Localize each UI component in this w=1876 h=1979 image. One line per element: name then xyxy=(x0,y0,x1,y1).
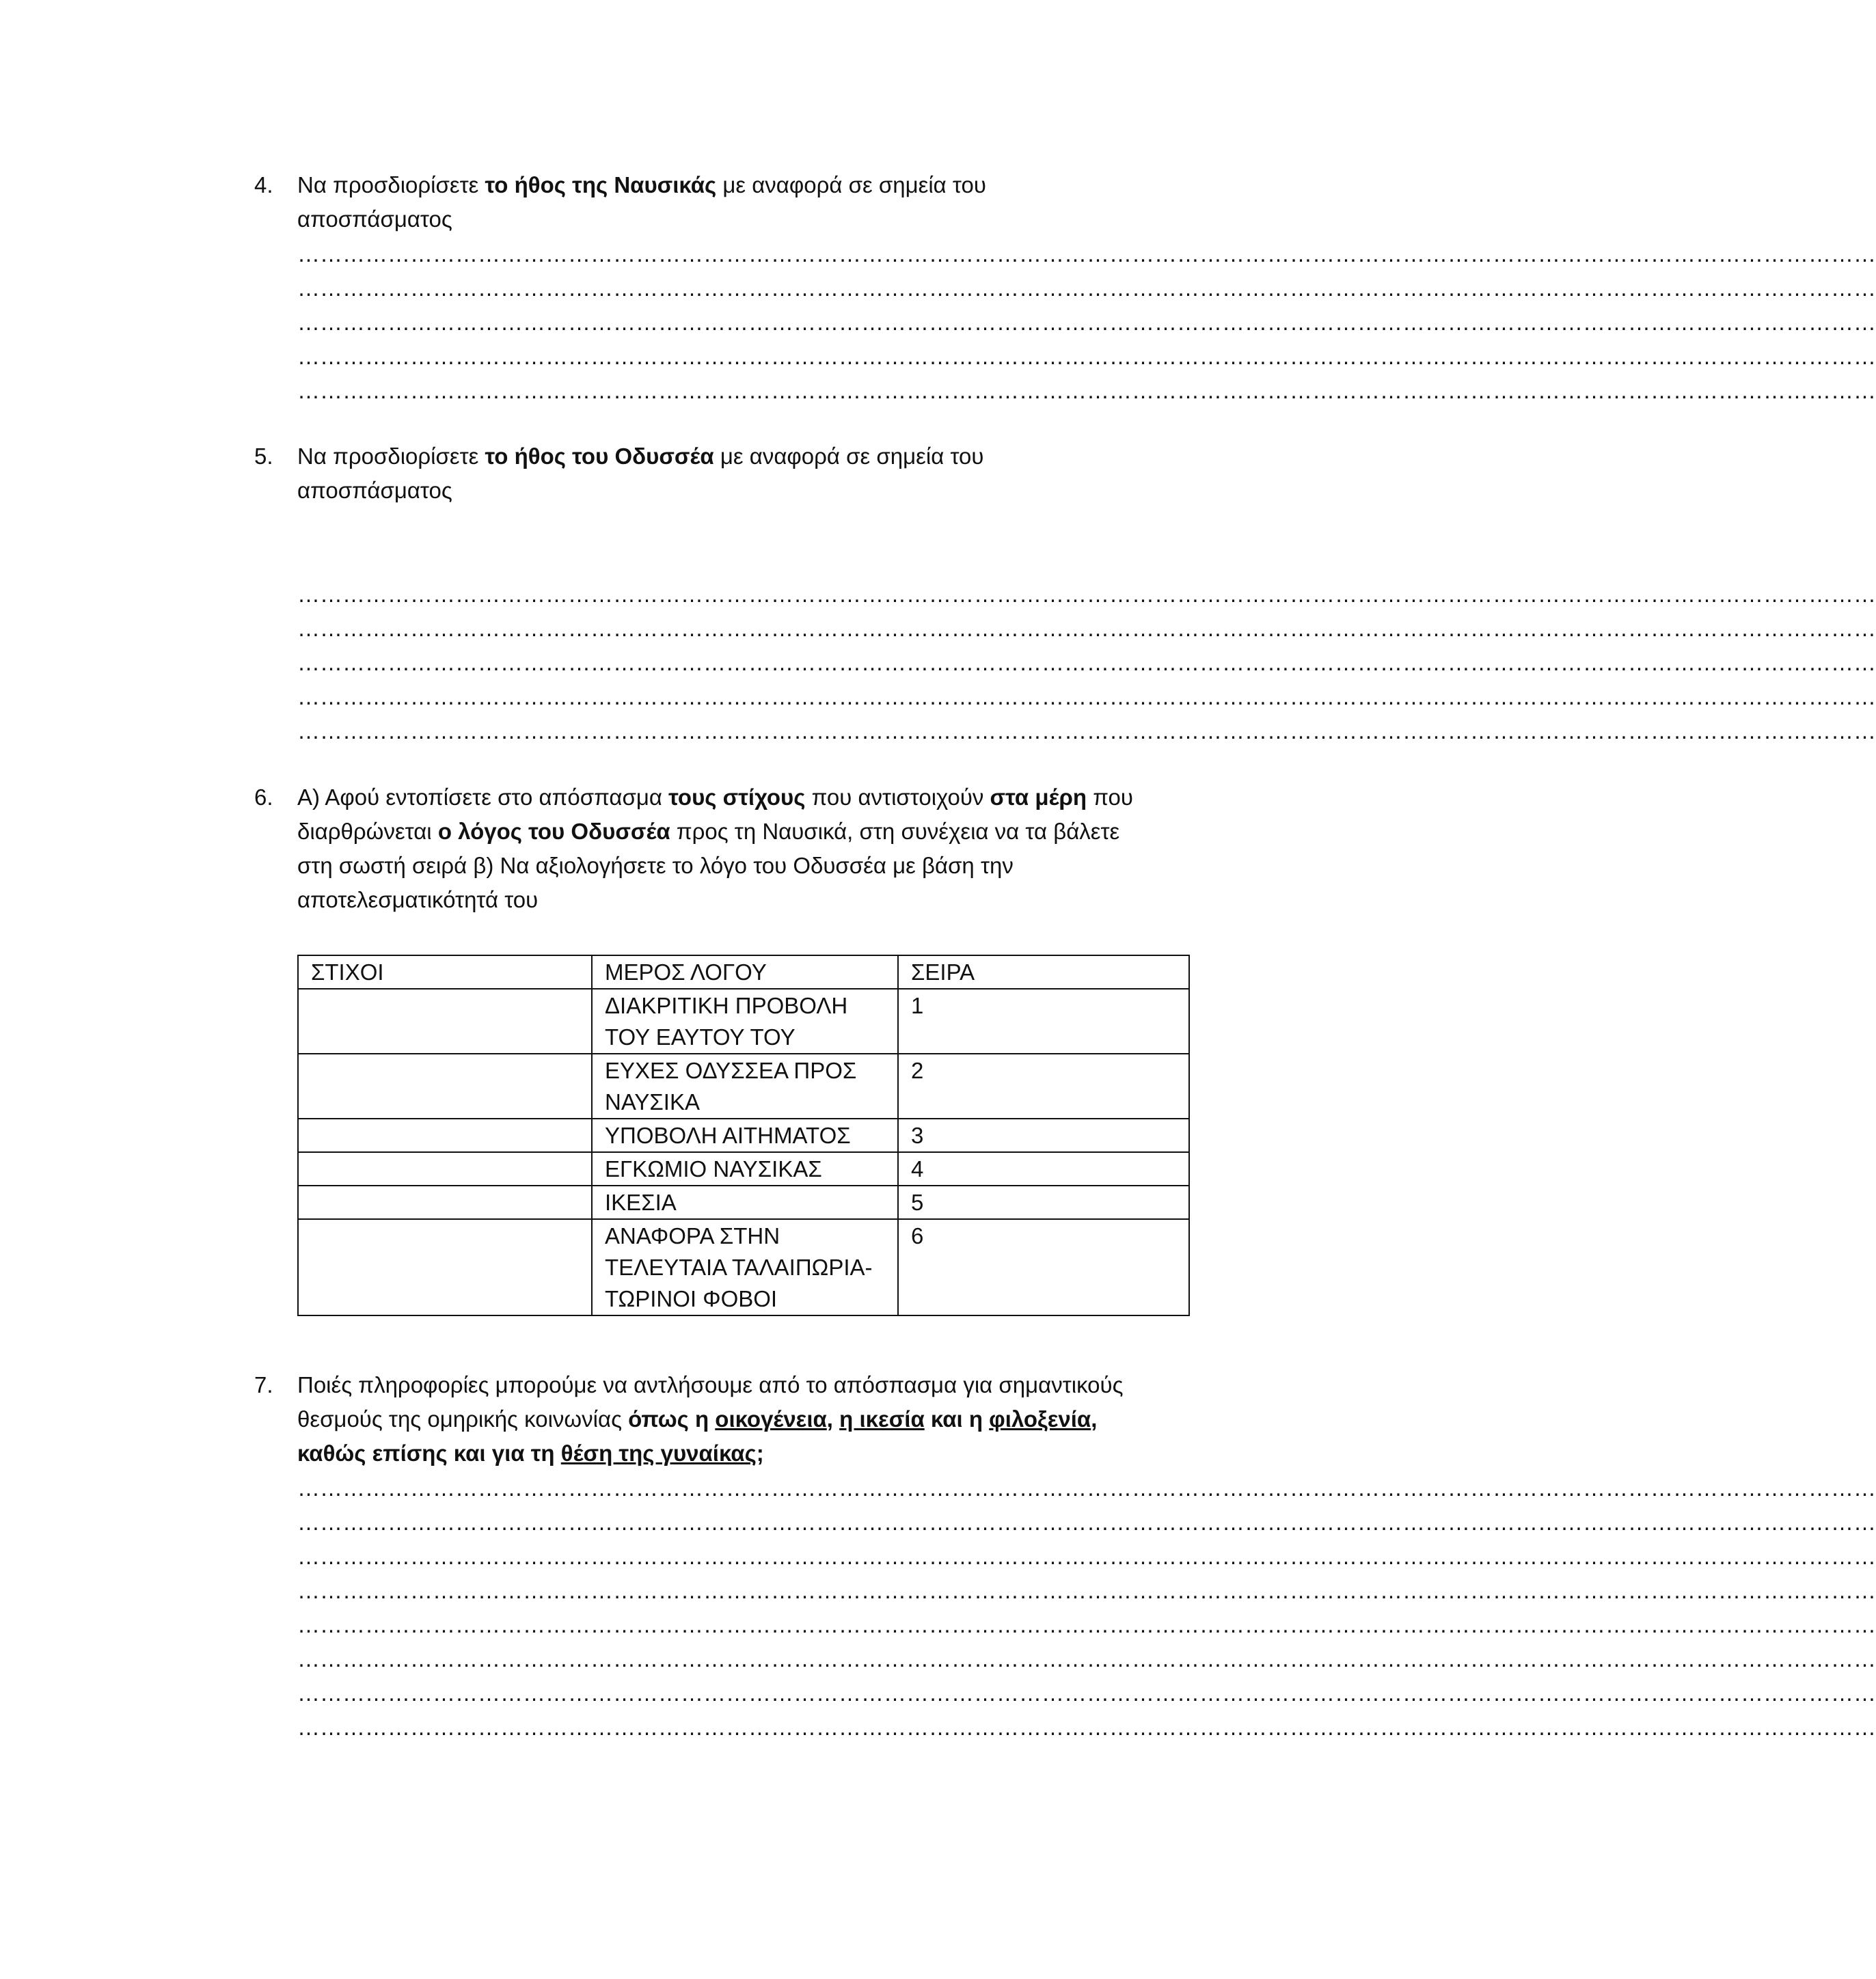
answer-line[interactable]: ………………………………………………………………………………………………………………………………………………………………………………………… xyxy=(297,1612,1876,1637)
meros-logou-cell: ΑΝΑΦΟΡΑ ΣΤΗΝ ΤΕΛΕΥΤΑΙΑ ΤΑΛΑΙΠΩΡΙΑ- ΤΩΡΙΝΟΙ ΦΟΒΟΙ xyxy=(592,1219,898,1315)
seira-cell: 6 xyxy=(898,1219,1189,1315)
answer-line[interactable]: ………………………………………………………………………………………………………………………………………………………………………………………… xyxy=(297,650,1876,675)
answer-line[interactable]: ………………………………………………………………………………………………………………………………………………………………………………………… xyxy=(297,1510,1876,1535)
stixoi-cell[interactable] xyxy=(298,1186,592,1219)
meros-logou-cell: ΙΚΕΣΙΑ xyxy=(592,1186,898,1219)
stixoi-cell[interactable] xyxy=(298,1152,592,1186)
seira-cell: 3 xyxy=(898,1119,1189,1152)
table-row xyxy=(298,1152,1189,1186)
answer-line[interactable]: ………………………………………………………………………………………………………………………………………………………………………………………… xyxy=(297,582,1876,607)
emphasis: στα μέρη xyxy=(990,784,1087,810)
table-row xyxy=(298,1054,1189,1119)
meros-logou-cell: ΕΓΚΩΜΙΟ ΝΑΥΣΙΚΑΣ xyxy=(592,1152,898,1186)
speech-parts-table xyxy=(297,955,1190,1316)
answer-line[interactable]: ………………………………………………………………………………………………………………………………………………………………………………………… xyxy=(297,1646,1876,1671)
stixoi-cell[interactable] xyxy=(298,1119,592,1152)
answer-line[interactable]: ………………………………………………………………………………………………………………………………………………………………………………………… xyxy=(297,1715,1876,1740)
question-5 xyxy=(254,439,1197,508)
emphasis-underlined: φιλοξενία xyxy=(989,1406,1091,1432)
question-text: Α) Αφού εντοπίσετε στο απόσπασμα τους στίχους που αντιστοιχούν στα μέρη που διαρθρώνεται ο λόγος του Οδυσσέα προς τη Ναυσικά, στη συνέχεια να τα βάλετε στη σωστή σειρά β) Να αξιολογήσετε το λόγο του Οδυσσέα με βάση την αποτελεσματικότητά του xyxy=(297,784,1133,912)
answer-line[interactable]: ………………………………………………………………………………………………………………………………………………………………………………………… xyxy=(297,378,1876,403)
meros-logou-cell: ΔΙΑΚΡΙΤΙΚΗ ΠΡΟΒΟΛΗ ΤΟΥ ΕΑΥΤΟΥ ΤΟΥ xyxy=(592,989,898,1054)
question-number: 4. xyxy=(254,172,273,197)
answer-line[interactable]: ………………………………………………………………………………………………………………………………………………………………………………………… xyxy=(297,241,1876,267)
answer-line[interactable]: ………………………………………………………………………………………………………………………………………………………………………………………… xyxy=(297,718,1876,743)
answer-line[interactable]: ………………………………………………………………………………………………………………………………………………………………………………………… xyxy=(297,616,1876,641)
question-number: 6. xyxy=(254,784,273,810)
emphasis: τους στίχους xyxy=(668,784,806,810)
answer-line[interactable]: ………………………………………………………………………………………………………………………………………………………………………………………… xyxy=(297,344,1876,369)
emphasis-underlined: η ικεσία xyxy=(839,1406,925,1432)
meros-logou-cell: ΥΠΟΒΟΛΗ ΑΙΤΗΜΑΤΟΣ xyxy=(592,1119,898,1152)
emphasis-underlined: οικογένεια xyxy=(715,1406,827,1432)
emphasis: καθώς επίσης και για τη xyxy=(297,1441,561,1466)
seira-cell: 1 xyxy=(898,989,1189,1054)
answer-line[interactable]: ………………………………………………………………………………………………………………………………………………………………………………………… xyxy=(297,1544,1876,1569)
table-header-row xyxy=(298,955,1189,989)
answer-line[interactable]: ………………………………………………………………………………………………………………………………………………………………………………………… xyxy=(297,1475,1876,1501)
seira-cell: 5 xyxy=(898,1186,1189,1219)
seira-cell: 2 xyxy=(898,1054,1189,1119)
header-stixoi: ΣΤΙΧΟΙ xyxy=(298,955,592,989)
question-4 xyxy=(254,168,1197,236)
question-number: 5. xyxy=(254,443,273,469)
answer-line[interactable]: ………………………………………………………………………………………………………………………………………………………………………………………… xyxy=(297,275,1876,301)
table-row xyxy=(298,1219,1189,1315)
answer-line[interactable]: ………………………………………………………………………………………………………………………………………………………………………………………… xyxy=(297,1578,1876,1603)
stixoi-cell[interactable] xyxy=(298,989,592,1054)
table-row xyxy=(298,1186,1189,1219)
emphasis: όπως η xyxy=(628,1406,716,1432)
answer-line[interactable]: ………………………………………………………………………………………………………………………………………………………………………………………… xyxy=(297,684,1876,709)
question-6 xyxy=(254,780,1197,917)
table-row xyxy=(298,989,1189,1054)
emphasis: το ήθος του Οδυσσέα xyxy=(485,443,714,469)
meros-logou-cell: ΕΥΧΕΣ ΟΔΥΣΣΕΑ ΠΡΟΣ ΝΑΥΣΙΚΑ xyxy=(592,1054,898,1119)
header-meros-logou: ΜΕΡΟΣ ΛΟΓΟΥ xyxy=(592,955,898,989)
question-text: Ποιές πληροφορίες μπορούμε να αντλήσουμε από το απόσπασμα για σημαντικούς θεσμούς της ομηρικής κοινωνίας όπως η οικογένεια, η ικεσία και η φιλοξενία, καθώς επίσης και για τη θέση της γυναίκας; xyxy=(297,1372,1124,1466)
table-row xyxy=(298,1119,1189,1152)
question-number: 7. xyxy=(254,1372,273,1397)
emphasis: ο λόγος του Οδυσσέα xyxy=(437,819,670,844)
emphasis-underlined: θέση της γυναίκας xyxy=(560,1441,757,1466)
emphasis: το ήθος της Ναυσικάς xyxy=(485,172,717,197)
stixoi-cell[interactable] xyxy=(298,1054,592,1119)
stixoi-cell[interactable] xyxy=(298,1219,592,1315)
question-7 xyxy=(254,1368,1197,1471)
seira-cell: 4 xyxy=(898,1152,1189,1186)
answer-line[interactable]: ………………………………………………………………………………………………………………………………………………………………………………………… xyxy=(297,310,1876,335)
question-text: Να προσδιορίσετε το ήθος του Οδυσσέα με αναφορά σε σημεία του αποσπάσματος xyxy=(297,443,984,503)
answer-line[interactable]: ………………………………………………………………………………………………………………………………………………………………………………………… xyxy=(297,1680,1876,1706)
header-seira: ΣΕΙΡΑ xyxy=(898,955,1189,989)
question-text: Να προσδιορίσετε το ήθος της Ναυσικάς με αναφορά σε σημεία του αποσπάσματος xyxy=(297,172,986,232)
